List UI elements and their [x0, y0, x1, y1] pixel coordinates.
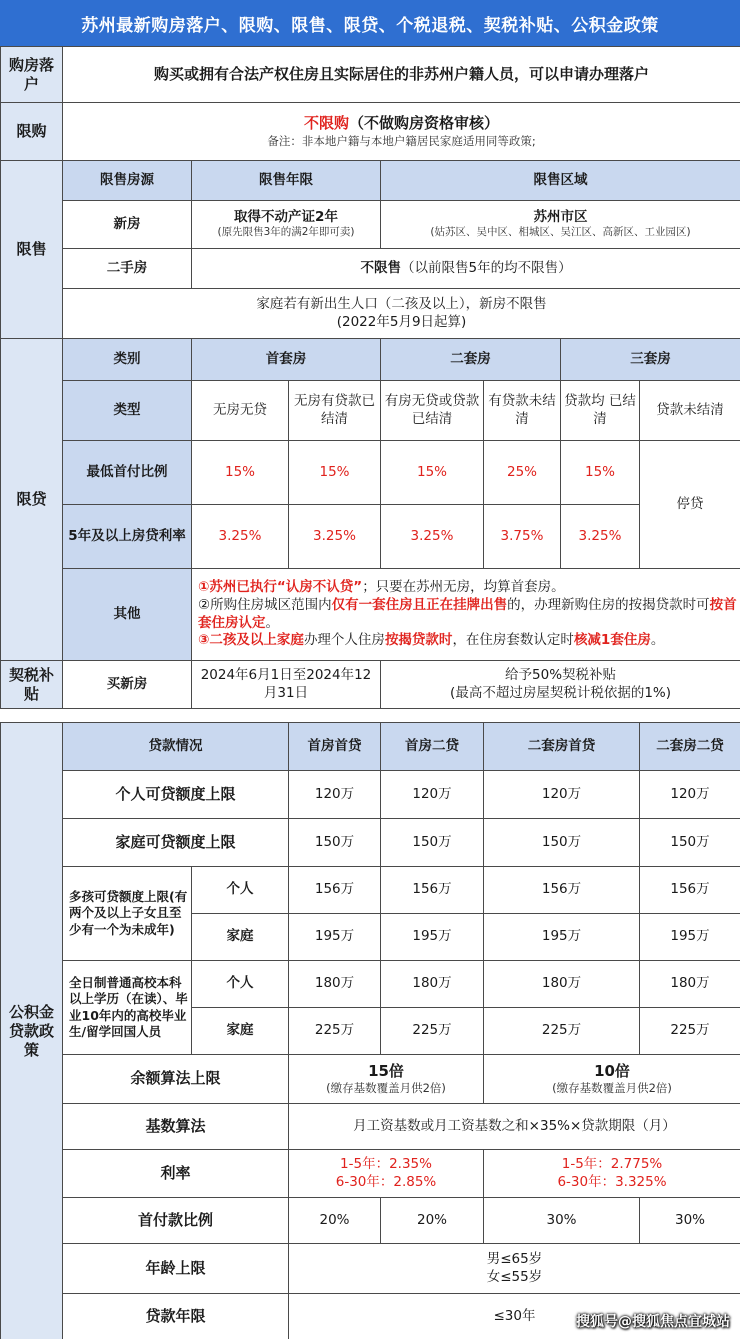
- loan-rate-3: 3.25%: [381, 505, 484, 569]
- fund-down-3: 30%: [484, 1198, 640, 1244]
- fund-grad-family-4: 225万: [640, 1008, 740, 1055]
- loan-side-label: 限贷: [1, 339, 63, 661]
- fund-grad-family-3: 225万: [484, 1008, 640, 1055]
- settle-side-label: 购房落户: [1, 47, 63, 103]
- loan-type-5: 贷款均 已结清: [561, 381, 640, 441]
- loan-stop: 停贷: [640, 441, 740, 569]
- fund-rate-1-cell: [289, 1150, 484, 1198]
- fund-grad-personal-3: 180万: [484, 961, 640, 1008]
- resale-new-area-cell: [381, 201, 740, 249]
- fund-family-label: 家庭可贷额度上限: [63, 819, 289, 867]
- loan-min-down-label: 最低首付比例: [63, 441, 192, 505]
- fund-multi-family-label: 家庭: [192, 914, 289, 961]
- fund-header-2: 首房二贷: [381, 723, 484, 771]
- resale-family-line2: (2022年5月9日起算): [336, 313, 467, 330]
- loan-rate-5: 3.25%: [561, 505, 640, 569]
- loan-min-down-5: 15%: [561, 441, 640, 505]
- resale-header-source: 限售房源: [63, 161, 192, 201]
- loan-other-3-red3: 核减1套住房: [573, 632, 651, 649]
- resale-family-line1: 家庭若有新出生人口（二孩及以上），新房不限售: [256, 295, 547, 312]
- deed-subsidy-cell: [381, 661, 740, 709]
- fund-multi-family-1: 195万: [289, 914, 381, 961]
- loan-other-3-b: ，在住房套数认定时: [452, 632, 574, 649]
- deed-period: 2024年6月1日至2024年12月31日: [192, 661, 381, 709]
- fund-side-label: 公积金贷款政策: [1, 723, 63, 1339]
- fund-grad-family-2: 225万: [381, 1008, 484, 1055]
- fund-rate-2a: 1-5年：2.775%: [561, 1155, 663, 1172]
- loan-category-label: 类别: [63, 339, 192, 381]
- fund-balance-2: 10倍: [594, 1061, 630, 1080]
- loan-min-down-2: 15%: [289, 441, 381, 505]
- loan-rate-4: 3.75%: [484, 505, 561, 569]
- fund-table: [0, 722, 740, 1339]
- fund-age-cell: [289, 1244, 740, 1294]
- resale-second-cell: [192, 249, 740, 289]
- loan-type-4: 有贷款未结清: [484, 381, 561, 441]
- fund-multi-family-4: 195万: [640, 914, 740, 961]
- fund-personal-4: 120万: [640, 771, 740, 819]
- loan-second-home: 二套房: [381, 339, 561, 381]
- fund-family-1: 150万: [289, 819, 381, 867]
- loan-third-home: 三套房: [561, 339, 740, 381]
- loan-other-1-red: ①苏州已执行“认房不认贷”: [198, 578, 363, 595]
- loan-other-2-a: ②所购住房城区范围内: [198, 596, 332, 613]
- loan-other-3-a: 办理个人住房: [303, 632, 385, 649]
- loan-other-2-red2: 按首套住房认定: [198, 596, 737, 631]
- fund-balance-2-cell: [484, 1055, 740, 1104]
- resale-new-years-cell: [192, 201, 381, 249]
- fund-balance-2-note: (缴存基数覆盖月供2倍): [552, 1081, 672, 1096]
- fund-down-4: 30%: [640, 1198, 740, 1244]
- fund-personal-3: 120万: [484, 771, 640, 819]
- restrict-cell: [63, 103, 740, 161]
- deed-label: 买新房: [63, 661, 192, 709]
- loan-min-down-3: 15%: [381, 441, 484, 505]
- fund-multi-personal-1: 156万: [289, 867, 381, 914]
- policy-table-top: [0, 46, 740, 709]
- fund-balance-1-note: (缴存基数覆盖月供2倍): [326, 1081, 446, 1096]
- fund-family-2: 150万: [381, 819, 484, 867]
- resale-family-cell: [63, 289, 740, 339]
- loan-other-label: 其他: [63, 569, 192, 661]
- fund-grad-family-label: 家庭: [192, 1008, 289, 1055]
- fund-multi-label: 多孩可贷额度上限(有两个及以上子女且至少有一个为未成年): [63, 867, 192, 961]
- restrict-side-label: 限购: [1, 103, 63, 161]
- fund-rate-2b: 6-30年：3.325%: [557, 1173, 667, 1190]
- fund-header-situation: 贷款情况: [63, 723, 289, 771]
- fund-base-text: 月工资基数或月工资基数之和×35%×贷款期限（月）: [289, 1104, 740, 1150]
- resale-new-label: 新房: [63, 201, 192, 249]
- resale-new-years: 取得不动产证2年: [234, 208, 338, 225]
- fund-multi-personal-4: 156万: [640, 867, 740, 914]
- resale-new-years-note: (原先限售3年的满2年即可卖): [217, 226, 355, 239]
- page-title: 苏州最新购房落户、限购、限售、限贷、个税退税、契税补贴、公积金政策: [0, 0, 740, 46]
- fund-multi-personal-3: 156万: [484, 867, 640, 914]
- fund-grad-personal-1: 180万: [289, 961, 381, 1008]
- fund-term-label: 贷款年限: [63, 1294, 289, 1339]
- loan-min-down-4: 25%: [484, 441, 561, 505]
- fund-header-1: 首房首贷: [289, 723, 381, 771]
- restrict-note: 备注：非本地户籍与本地户籍居民家庭适用同等政策;: [267, 133, 536, 148]
- fund-term: ≤30年: [289, 1294, 740, 1339]
- fund-grad-personal-2: 180万: [381, 961, 484, 1008]
- settle-text: 购买或拥有合法产权住房且实际居住的非苏州户籍人员，可以申请办理落户: [63, 47, 740, 103]
- fund-multi-personal-label: 个人: [192, 867, 289, 914]
- loan-rate-label: 5年及以上房贷利率: [63, 505, 192, 569]
- loan-type-label: 类型: [63, 381, 192, 441]
- fund-family-3: 150万: [484, 819, 640, 867]
- fund-rate-1a: 1-5年：2.35%: [340, 1155, 432, 1172]
- fund-base-label: 基数算法: [63, 1104, 289, 1150]
- resale-second-bold: 不限售: [360, 259, 401, 276]
- restrict-main-rest: （不做购房资格审核）: [349, 114, 500, 133]
- fund-down-1: 20%: [289, 1198, 381, 1244]
- fund-family-4: 150万: [640, 819, 740, 867]
- loan-other-1-rest: ；只要在苏州无房，均算首套房。: [362, 578, 565, 595]
- loan-type-1: 无房无贷: [192, 381, 289, 441]
- fund-grad-label: 全日制普通高校本科以上学历（在读）、毕业10年内的高校毕业生/留学回国人员: [63, 961, 192, 1055]
- loan-other-2-b: 的，办理新购住房的按揭贷款时可: [507, 596, 710, 613]
- loan-type-2: 无房有贷款已结清: [289, 381, 381, 441]
- fund-grad-personal-label: 个人: [192, 961, 289, 1008]
- fund-age-male: 男≤65岁: [486, 1250, 543, 1267]
- resale-header-area: 限售区域: [381, 161, 740, 201]
- watermark: 搜狐号@搜狐焦点宜城站: [576, 1314, 730, 1330]
- loan-other-3-end: 。: [650, 632, 665, 649]
- fund-balance-1: 15倍: [368, 1061, 404, 1080]
- resale-header-years: 限售年限: [192, 161, 381, 201]
- fund-balance-label: 余额算法上限: [63, 1055, 289, 1104]
- loan-other-cell: [192, 569, 740, 661]
- fund-header-4: 二套房二贷: [640, 723, 740, 771]
- loan-rate-1: 3.25%: [192, 505, 289, 569]
- resale-second-rest: （以前限售5年的均不限售）: [400, 259, 572, 276]
- loan-min-down-1: 15%: [192, 441, 289, 505]
- loan-other-2-end: 。: [265, 614, 279, 631]
- fund-personal-2: 120万: [381, 771, 484, 819]
- fund-down-2: 20%: [381, 1198, 484, 1244]
- fund-multi-family-3: 195万: [484, 914, 640, 961]
- loan-type-3: 有房无贷或贷款已结清: [381, 381, 484, 441]
- fund-rate-label: 利率: [63, 1150, 289, 1198]
- fund-personal-label: 个人可贷额度上限: [63, 771, 289, 819]
- fund-down-label: 首付款比例: [63, 1198, 289, 1244]
- fund-rate-2-cell: [484, 1150, 740, 1198]
- loan-type-6: 贷款未结清: [640, 381, 740, 441]
- deed-subsidy: 给予50%契税补贴: [505, 666, 617, 683]
- loan-other-3-red2: 按揭贷款时: [384, 632, 453, 649]
- resale-second-label: 二手房: [63, 249, 192, 289]
- loan-first-home: 首套房: [192, 339, 381, 381]
- resale-side-label: 限售: [1, 161, 63, 339]
- fund-grad-family-1: 225万: [289, 1008, 381, 1055]
- resale-new-area-note: (姑苏区、吴中区、相城区、吴江区、高新区、工业园区): [430, 226, 691, 239]
- fund-age-female: 女≤55岁: [486, 1268, 543, 1285]
- fund-personal-1: 120万: [289, 771, 381, 819]
- fund-multi-family-2: 195万: [381, 914, 484, 961]
- loan-rate-2: 3.25%: [289, 505, 381, 569]
- loan-other-3-red: ③二孩及以上家庭: [198, 632, 304, 649]
- deed-subsidy-note: (最高不超过房屋契税计税依据的1%): [450, 684, 671, 701]
- fund-grad-personal-4: 180万: [640, 961, 740, 1008]
- restrict-main-red: 不限购: [304, 114, 350, 133]
- fund-age-label: 年龄上限: [63, 1244, 289, 1294]
- fund-balance-1-cell: [289, 1055, 484, 1104]
- resale-new-area: 苏州市区: [533, 208, 588, 225]
- fund-multi-personal-2: 156万: [381, 867, 484, 914]
- deed-side-label: 契税补贴: [1, 661, 63, 709]
- fund-rate-1b: 6-30年：2.85%: [335, 1173, 437, 1190]
- loan-other-2-red: 仅有一套住房且正在挂牌出售: [331, 596, 508, 613]
- fund-header-3: 二套房首贷: [484, 723, 640, 771]
